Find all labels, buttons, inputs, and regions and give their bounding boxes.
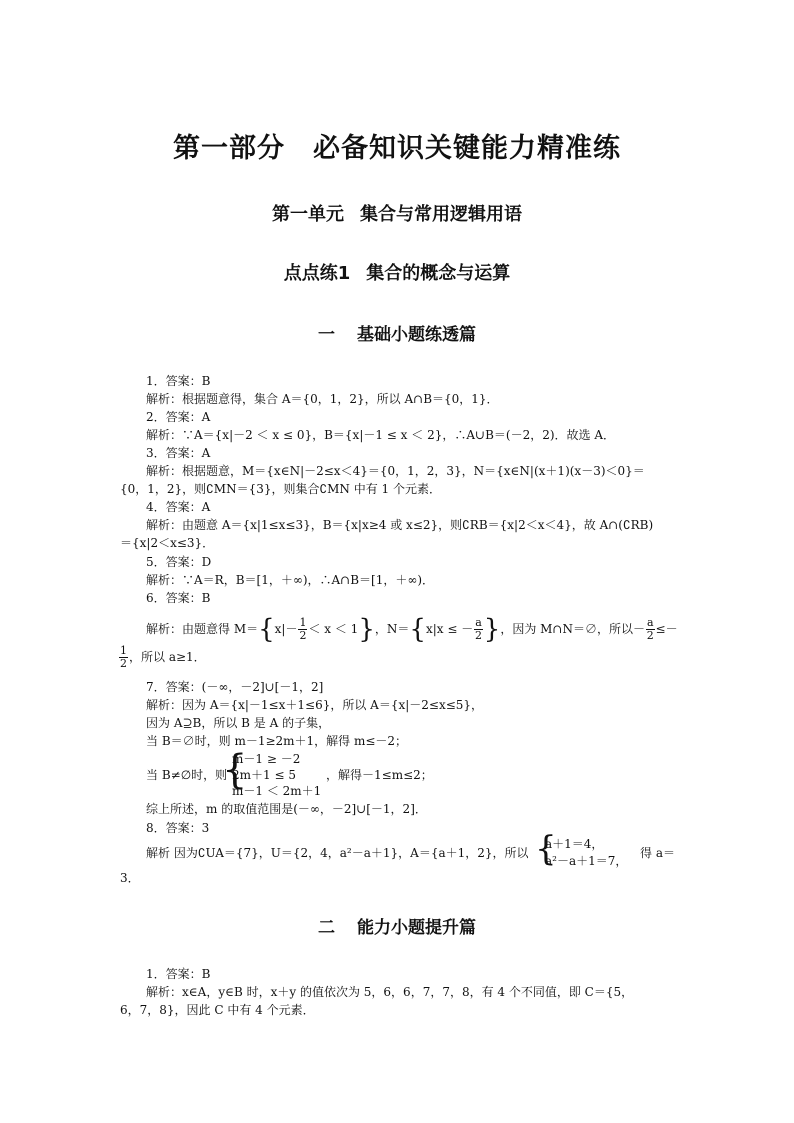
explanation-line: 综上所述，m 的取值范围是(－∞，－2]∪[－1，2]．: [146, 802, 427, 816]
answer-line: 1．答案：B: [146, 967, 211, 981]
answer-line: 5．答案：D: [146, 555, 212, 569]
answer-line: 2．答案：A: [146, 410, 211, 424]
unit-title: 第一单元 集合与常用逻辑用语: [272, 204, 522, 225]
answer-line: 4．答案：A: [146, 500, 211, 514]
section-heading-advanced: 二 能力小题提升篇: [318, 918, 476, 938]
explanation-line: 解析：∵A＝{x|－2 ＜ x ≤ 0}，B＝{x|－1 ≤ x ＜ 2}，∴A∪B＝(－2，2)．故选 A．: [146, 428, 615, 442]
system-row: m－1 ＜ 2m＋1: [232, 784, 322, 798]
answer-line: 8．答案：3: [146, 821, 210, 835]
explanation-line: ＝{x|2＜x≤3}．: [120, 536, 215, 550]
explanation-line: {0，1，2}，则∁MN＝{3}，则集合∁MN 中有 1 个元素．: [120, 482, 442, 496]
section-heading-basic: 一 基础小题练透篇: [318, 325, 476, 345]
part-title: 第一部分 必备知识关键能力精准练: [173, 133, 621, 164]
lesson-title: 点点练1 集合的概念与运算: [283, 263, 511, 284]
explanation-line: 解析：根据题意得，集合 A＝{0，1，2}，所以 A∩B＝{0，1}．: [146, 392, 499, 406]
explanation-line: 因为 A⊇B，所以 B 是 A 的子集，: [146, 716, 331, 730]
system-row: m－1 ≥ －2: [232, 752, 301, 766]
explanation-line: ，解得－1≤m≤2；: [326, 768, 433, 782]
explanation-line: 解析 因为∁UA＝{7}，U＝{2，4，a²－a＋1}，A＝{a＋1，2}，所以: [146, 846, 529, 860]
explanation-line: 当 B＝∅时，则 m－1≥2m＋1，解得 m≤－2；: [146, 734, 408, 748]
system-brace: {: [535, 829, 557, 869]
answer-line: 1．答案：B: [146, 374, 211, 388]
system-row: a²－a＋1＝7，: [545, 854, 628, 868]
explanation-line: 6，7，8}，因此 C 中有 4 个元素．: [120, 1003, 315, 1017]
system-brace: {: [222, 747, 248, 793]
system-row: 2m＋1 ≤ 5: [232, 768, 296, 782]
answer-line: 3．答案：A: [146, 446, 211, 460]
explanation-line: 解析：∵A＝R，B＝[1，＋∞)，∴A∩B＝[1，＋∞)．: [146, 573, 435, 587]
explanation-line: 解析：根据题意，M＝{x∈N|－2≤x＜4}＝{0，1，2，3}，N＝{x∈N|(x＋1)(x－3)＜0}＝: [146, 464, 645, 478]
explanation-line: 解析：由题意 A＝{x|1≤x≤3}，B＝{x|x≥4 或 x≤2}，则∁RB＝{x|2＜x＜4}，故 A∩(∁RB): [146, 518, 654, 532]
explanation-line: 当 B≠∅时，则: [146, 768, 228, 782]
explanation-line: $\frac{1}{2}$ ，所以 a≥1．: [120, 644, 206, 670]
system-row: a＋1＝4，: [545, 837, 604, 851]
answer-line: 7．答案：(－∞，－2]∪[－1，2]: [146, 680, 324, 694]
explanation-line: 3．: [120, 871, 140, 885]
explanation-line: 解析：x∈A，y∈B 时，x＋y 的值依次为 5，6，6，7，7，8，有 4 个不同值，即 C＝{5，: [146, 985, 634, 999]
answer-line: 6．答案：B: [146, 591, 211, 605]
explanation-line-formula: 解析：由题意得 M＝{x|－ $\frac{1}{2}$ ＜ x ＜ 1}，N＝{x|x ≤ － $\frac{a}{2}$ }，因为 M∩N＝∅，所以－ $\frac{a}{2}$ ≤－: [146, 614, 678, 645]
explanation-line: 得 a＝: [640, 846, 675, 860]
explanation-line: 解析：因为 A＝{x|－1≤x＋1≤6}，所以 A＝{x|－2≤x≤5}，: [146, 698, 484, 712]
